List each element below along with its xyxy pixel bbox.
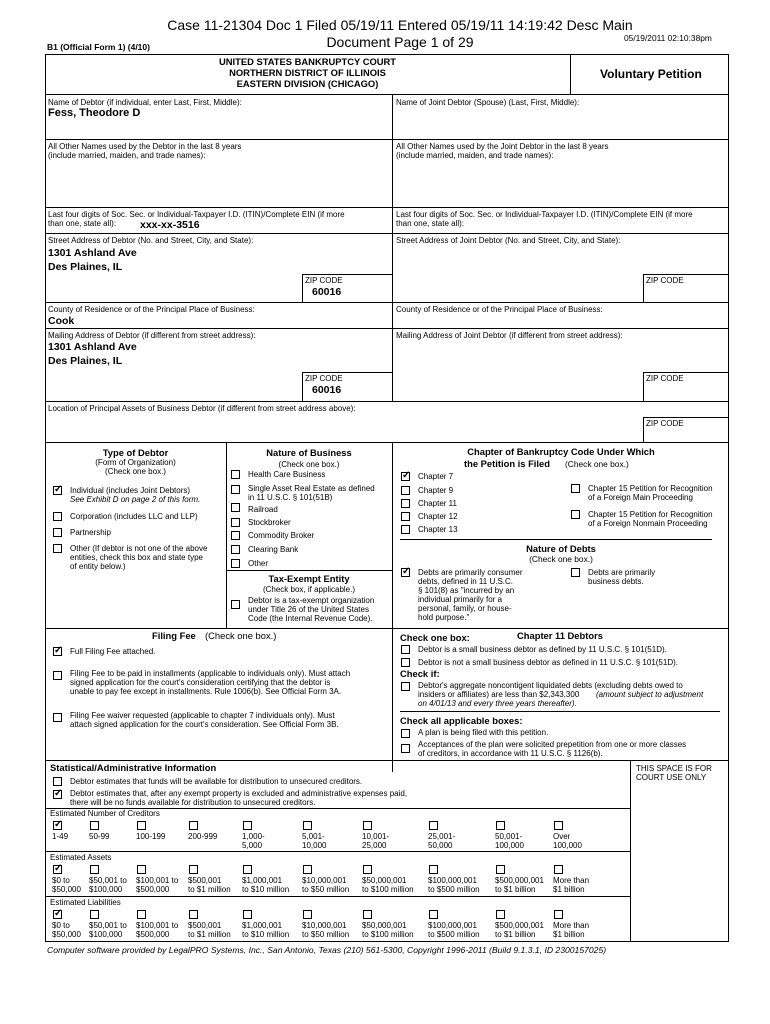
creditors-option-9-label: 100,000 xyxy=(553,841,582,850)
commodity-broker-label: Commodity Broker xyxy=(248,531,315,540)
liabilities-option-0-label: $0 to xyxy=(52,921,70,930)
debtor-mail-zip-label: ZIP CODE xyxy=(305,374,343,383)
liabilities-option-8-label: to $1 billion xyxy=(495,930,536,939)
assets-option-8-label: $500,000,001 xyxy=(495,876,544,885)
chapter-15-main-label: Chapter 15 Petition for Recognition xyxy=(588,484,713,493)
creditors-option-8-checkbox[interactable] xyxy=(496,821,505,830)
tax-exempt-title: Tax-Exempt Entity xyxy=(268,573,350,584)
assets-option-3-label: to $1 million xyxy=(188,885,231,894)
chapter-9-checkbox[interactable] xyxy=(401,486,410,495)
railroad-label: Railroad xyxy=(248,505,278,514)
type-of-debtor-title: Type of Debtor xyxy=(102,447,169,458)
creditors-label: Estimated Number of Creditors xyxy=(50,809,160,818)
other-entity-checkbox[interactable] xyxy=(53,544,62,553)
debtor-mail-label: Mailing Address of Debtor (if different from street address): xyxy=(48,331,256,340)
assets-option-2-label: $500,000 xyxy=(136,885,170,894)
installment-fee-label: Filing Fee to be paid in installments (applicable to individuals only). Must attach xyxy=(70,669,351,678)
chapter-12-checkbox[interactable] xyxy=(401,512,410,521)
creditors-option-4-label: 5,000 xyxy=(242,841,263,850)
business-debts-label: Debts are primarily xyxy=(588,568,656,577)
liabilities-option-3-checkbox[interactable] xyxy=(189,910,198,919)
stockbroker-checkbox[interactable] xyxy=(231,518,240,527)
assets-option-2-checkbox[interactable] xyxy=(137,865,146,874)
creditors-option-7-label: 25,001- xyxy=(428,832,456,841)
chapter-11-label: Chapter 11 xyxy=(418,499,457,508)
type-of-debtor-sub1: (Form of Organization) xyxy=(95,458,176,467)
health-care-checkbox[interactable] xyxy=(231,470,240,479)
stockbroker-label: Stockbroker xyxy=(248,518,291,527)
debtor-mail-street: 1301 Ashland Ave xyxy=(48,341,137,353)
assets-option-1-label: $100,000 xyxy=(89,885,123,894)
creditors-option-1-label: 50-99 xyxy=(89,832,110,841)
chapter-15-nonmain-label: Chapter 15 Petition for Recognition xyxy=(588,510,713,519)
type-of-debtor-sub2: (Check one box.) xyxy=(105,467,166,476)
check-all-applicable: Check all applicable boxes: xyxy=(400,715,523,726)
liabilities-option-5-checkbox[interactable] xyxy=(303,910,312,919)
creditors-option-4-checkbox[interactable] xyxy=(243,821,252,830)
joint-mail-zip-label: ZIP CODE xyxy=(646,374,684,383)
chapter-15-nonmain-label-2: of a Foreign Nonmain Proceeding xyxy=(588,519,708,528)
chapter-12-label: Chapter 12 xyxy=(418,512,458,521)
chapter-title: Chapter of Bankruptcy Code Under Which xyxy=(467,446,655,457)
creditors-option-2-label: 100-199 xyxy=(136,832,166,841)
business-debts-checkbox[interactable] xyxy=(571,568,580,577)
single-asset-label-2: in 11 U.S.C. § 101(51B) xyxy=(248,493,333,502)
liabilities-option-9-label: $1 billion xyxy=(553,930,585,939)
creditors-option-6-label: 25,000 xyxy=(362,841,387,850)
tax-exempt-sub: (Check box, if applicable.) xyxy=(262,585,356,594)
assets-option-7-label: $100,000,001 xyxy=(428,876,477,885)
liabilities-option-3-label: $500,001 xyxy=(188,921,222,930)
creditors-option-2-checkbox[interactable] xyxy=(137,821,146,830)
creditors-option-8-label: 100,000 xyxy=(495,841,524,850)
debtor-ssn-label: Last four digits of Soc. Sec. or Individual-Taxpayer I.D. (ITIN)/Complete EIN (if more xyxy=(48,210,345,219)
partnership-checkbox[interactable] xyxy=(53,528,62,537)
aggregate-debts-checkbox[interactable] xyxy=(401,682,410,691)
railroad-checkbox[interactable] xyxy=(231,503,240,512)
nature-debts-sub: (Check one box.) xyxy=(529,554,593,564)
creditors-option-3-label: 200-999 xyxy=(188,832,218,841)
corporation-label: Corporation (includes LLC and LLP) xyxy=(70,512,198,521)
liabilities-option-6-label: $50,000,001 xyxy=(362,921,407,930)
debtor-other-names-label: All Other Names used by the Debtor in the last 8 years xyxy=(48,142,242,151)
chapter-check-one: (Check one box.) xyxy=(565,459,629,469)
small-business-checkbox[interactable] xyxy=(401,645,410,654)
form-id: B1 (Official Form 1) (4/10) xyxy=(47,42,150,52)
location-zip-label: ZIP CODE xyxy=(646,419,684,428)
consumer-debts-label-3: § 101(8) as "incurred by an xyxy=(418,586,515,595)
aggregate-debts-label-3: on 4/01/13 and every three years thereafter). xyxy=(418,699,577,708)
assets-option-9-checkbox[interactable] xyxy=(554,865,563,874)
assets-option-0-label: $0 to xyxy=(52,876,70,885)
single-asset-checkbox[interactable] xyxy=(231,485,240,494)
acceptances-label: Acceptances of the plan were solicited prepetition from one or more classes xyxy=(418,740,687,749)
assets-option-6-label: $50,000,001 xyxy=(362,876,407,885)
assets-option-7-checkbox[interactable] xyxy=(429,865,438,874)
assets-option-3-label: $500,001 xyxy=(188,876,222,885)
debtor-street-label: Street Address of Debtor (No. and Street, City, and State): xyxy=(48,236,254,245)
individual-checkbox[interactable] xyxy=(53,486,62,495)
assets-option-6-label: to $100 million xyxy=(362,885,414,894)
creditors-option-8-label: 50,001- xyxy=(495,832,523,841)
liabilities-option-7-label: to $500 million xyxy=(428,930,480,939)
debtor-zip: 60016 xyxy=(312,286,342,298)
creditors-option-9-checkbox[interactable] xyxy=(554,821,563,830)
assets-option-1-label: $50,001 to xyxy=(89,876,127,885)
liabilities-option-0-label: $50,000 xyxy=(52,930,81,939)
joint-county-label: County of Residence or of the Principal Place of Business: xyxy=(396,305,603,314)
chapter-13-label: Chapter 13 xyxy=(418,525,458,534)
fee-waiver-label: Filing Fee waiver requested (applicable to chapter 7 individuals only). Must xyxy=(70,711,335,720)
assets-option-2-label: $100,001 to xyxy=(136,876,179,885)
plan-filed-label: A plan is being filed with this petition. xyxy=(418,728,549,737)
assets-option-4-checkbox[interactable] xyxy=(243,865,252,874)
liabilities-option-2-label: $500,000 xyxy=(136,930,170,939)
liabilities-option-2-checkbox[interactable] xyxy=(137,910,146,919)
debtor-street: 1301 Ashland Ave xyxy=(48,247,137,259)
creditors-option-5-label: 5,001- xyxy=(302,832,325,841)
individual-label-2: See Exhibit D on page 2 of this form. xyxy=(70,495,201,504)
consumer-debts-label-2: debts, defined in 11 U.S.C. xyxy=(418,577,514,586)
creditors-option-4-label: 1,000- xyxy=(242,832,265,841)
installment-fee-label-2: signed application for the court's consideration certifying that the debtor is xyxy=(70,678,331,687)
debtor-county: Cook xyxy=(48,315,75,327)
debtor-name: Fess, Theodore D xyxy=(48,107,141,119)
no-funds-label-2: there will be no funds available for distribution to unsecured creditors. xyxy=(70,798,316,807)
individual-label: Individual (includes Joint Debtors) xyxy=(70,486,191,495)
chapter-7-checkbox[interactable] xyxy=(401,472,410,481)
other-entity-label: Other (If debtor is not one of the above xyxy=(70,544,208,553)
joint-mail-label: Mailing Address of Joint Debtor (if different from street address): xyxy=(396,331,623,340)
assets-option-4-label: to $10 million xyxy=(242,885,290,894)
chapter-13-checkbox[interactable] xyxy=(401,525,410,534)
plan-filed-checkbox[interactable] xyxy=(401,729,410,738)
debtor-name-label: Name of Debtor (if individual, enter Last, First, Middle): xyxy=(48,98,242,107)
court-name: UNITED STATES BANKRUPTCY COURT xyxy=(218,56,397,67)
liabilities-option-7-label: $100,000,001 xyxy=(428,921,477,930)
liabilities-option-1-label: $100,000 xyxy=(89,930,123,939)
assets-option-5-label: $10,000,001 xyxy=(302,876,347,885)
debtor-other-names-label-2: (include married, maiden, and trade names): xyxy=(48,151,206,160)
debtor-county-label: County of Residence or of the Principal Place of Business: xyxy=(48,305,255,314)
chapter-11-debtors-title: Chapter 11 Debtors xyxy=(517,630,603,641)
other-entity-label-2: entities, check this box and state type xyxy=(70,553,203,562)
other-business-label: Other xyxy=(248,559,269,568)
single-asset-label: Single Asset Real Estate as defined xyxy=(248,484,375,493)
nature-business-title: Nature of Business xyxy=(266,447,352,458)
corporation-checkbox[interactable] xyxy=(53,512,62,521)
joint-name-label: Name of Joint Debtor (Spouse) (Last, First, Middle): xyxy=(396,98,580,107)
creditors-option-6-checkbox[interactable] xyxy=(363,821,372,830)
chapter-15-main-label-2: of a Foreign Main Proceeding xyxy=(588,493,693,502)
full-fee-checkbox[interactable] xyxy=(53,647,62,656)
not-small-business-label: Debtor is not a small business debtor as defined in 11 U.S.C. § 101(51D). xyxy=(418,658,678,667)
liabilities-option-6-label: to $100 million xyxy=(362,930,414,939)
tax-exempt-label-3: Code (the Internal Revenue Code). xyxy=(248,614,373,623)
assets-option-8-checkbox[interactable] xyxy=(496,865,505,874)
joint-other-names-label-2: (include married, maiden, and trade names): xyxy=(396,151,554,160)
full-fee-label: Full Filing Fee attached. xyxy=(70,647,156,656)
check-if: Check if: xyxy=(400,668,440,679)
filing-fee-check-one: (Check one box.) xyxy=(205,630,277,641)
creditors-option-0-label: 1-49 xyxy=(52,832,69,841)
assets-label: Estimated Assets xyxy=(50,853,112,862)
liabilities-option-8-checkbox[interactable] xyxy=(496,910,505,919)
liabilities-option-0-checkbox[interactable] xyxy=(53,910,62,919)
chapter-15-main-checkbox[interactable] xyxy=(571,484,580,493)
acceptances-label-2: of creditors, in accordance with 11 U.S.C. § 1126(b). xyxy=(418,749,603,758)
court-division: EASTERN DIVISION (CHICAGO) xyxy=(236,78,379,89)
debtor-zip-label: ZIP CODE xyxy=(305,276,343,285)
partnership-label: Partnership xyxy=(70,528,111,537)
assets-option-9-label: $1 billion xyxy=(553,885,585,894)
assets-option-4-label: $1,000,001 xyxy=(242,876,283,885)
health-care-label: Health Care Business xyxy=(248,470,326,479)
creditors-option-3-checkbox[interactable] xyxy=(189,821,198,830)
consumer-debts-checkbox[interactable] xyxy=(401,568,410,577)
assets-option-5-checkbox[interactable] xyxy=(303,865,312,874)
assets-option-5-label: to $50 million xyxy=(302,885,350,894)
aggregate-debts-label-2: insiders or affiliates) are less than $2,343,300 xyxy=(418,690,580,699)
liabilities-option-1-checkbox[interactable] xyxy=(90,910,99,919)
court-use-only: THIS SPACE IS FOR xyxy=(636,764,712,773)
joint-street-label: Street Address of Joint Debtor (No. and Street, City, and State): xyxy=(396,236,621,245)
aggregate-debts-label: Debtor's aggregate noncontigent liquidated debts (excluding debts owed to xyxy=(418,681,683,690)
assets-option-1-checkbox[interactable] xyxy=(90,865,99,874)
creditors-option-5-label: 10,000 xyxy=(302,841,327,850)
assets-option-0-label: $50,000 xyxy=(52,885,81,894)
joint-ssn-label: Last four digits of Soc. Sec. or Individual-Taxpayer I.D. (ITIN)/Complete EIN (if more xyxy=(396,210,693,219)
consumer-debts-label-6: hold purpose." xyxy=(418,613,470,622)
chapter-7-label: Chapter 7 xyxy=(418,472,454,481)
debtor-ssn-label-2: than one, state all): xyxy=(48,219,117,228)
statistical-title: Statistical/Administrative Information xyxy=(50,762,217,773)
assets-option-9-label: More than xyxy=(553,876,590,885)
tax-exempt-checkbox[interactable] xyxy=(231,600,240,609)
not-small-business-checkbox[interactable] xyxy=(401,658,410,667)
creditors-option-7-checkbox[interactable] xyxy=(429,821,438,830)
creditors-option-6-label: 10,001- xyxy=(362,832,390,841)
consumer-debts-label-5: personal, family, or house- xyxy=(418,604,512,613)
installment-fee-label-3: unable to pay fee except in installments. Rule 1006(b). See Official Form 3A. xyxy=(70,687,342,696)
nature-debts-title: Nature of Debts xyxy=(526,543,596,554)
liabilities-option-5-label: $10,000,001 xyxy=(302,921,347,930)
fee-waiver-label-2: attach signed application for the court's consideration. See Official Form 3B. xyxy=(70,720,339,729)
nature-business-sub: (Check one box.) xyxy=(278,460,340,469)
court-district: NORTHERN DISTRICT OF ILLINOIS xyxy=(229,67,386,78)
acceptances-checkbox[interactable] xyxy=(401,744,410,753)
liabilities-label: Estimated Liabilities xyxy=(50,898,121,907)
tax-exempt-label-2: under Title 26 of the United States xyxy=(248,605,369,614)
liabilities-option-9-label: More than xyxy=(553,921,590,930)
funds-available-label: Debtor estimates that funds will be available for distribution to unsecured creditors. xyxy=(70,777,363,786)
assets-option-3-checkbox[interactable] xyxy=(189,865,198,874)
assets-option-8-label: to $1 billion xyxy=(495,885,536,894)
liabilities-option-7-checkbox[interactable] xyxy=(429,910,438,919)
joint-zip-label: ZIP CODE xyxy=(646,276,684,285)
liabilities-option-5-label: to $50 million xyxy=(302,930,350,939)
liabilities-option-4-label: $1,000,001 xyxy=(242,921,283,930)
court-use-only-2: COURT USE ONLY xyxy=(636,773,707,782)
liabilities-option-8-label: $500,000,001 xyxy=(495,921,544,930)
assets-option-6-checkbox[interactable] xyxy=(363,865,372,874)
creditors-option-5-checkbox[interactable] xyxy=(303,821,312,830)
debtor-ssn: xxx-xx-3516 xyxy=(140,219,200,231)
liabilities-option-4-label: to $10 million xyxy=(242,930,290,939)
petition-title: Voluntary Petition xyxy=(600,67,702,81)
fee-waiver-checkbox[interactable] xyxy=(53,713,62,722)
filing-fee-title: Filing Fee xyxy=(152,630,196,641)
liabilities-option-2-label: $100,001 to xyxy=(136,921,179,930)
installment-fee-checkbox[interactable] xyxy=(53,671,62,680)
liabilities-option-4-checkbox[interactable] xyxy=(243,910,252,919)
funds-available-checkbox[interactable] xyxy=(53,777,62,786)
chapter-title-2: the Petition is Filed xyxy=(464,458,550,469)
clearing-bank-label: Clearing Bank xyxy=(248,545,299,554)
aggregate-debts-note: (amount subject to adjustment xyxy=(596,690,704,699)
location-label: Location of Principal Assets of Business Debtor (if different from street address above): xyxy=(48,404,356,413)
liabilities-option-6-checkbox[interactable] xyxy=(363,910,372,919)
chapter-15-nonmain-checkbox[interactable] xyxy=(571,510,580,519)
document-page: Document Page 1 of 29 xyxy=(326,34,474,50)
clearing-bank-checkbox[interactable] xyxy=(231,545,240,554)
joint-other-names-label: All Other Names used by the Joint Debtor in the last 8 years xyxy=(396,142,609,151)
check-one-box: Check one box: xyxy=(400,632,470,643)
software-footer: Computer software provided by LegalPRO Systems, Inc., San Antonio, Texas (210) 561-5300, Copyright 1996-2011 (Build 9.1.3.1, ID 2300157025) xyxy=(47,945,607,955)
assets-option-0-checkbox[interactable] xyxy=(53,865,62,874)
joint-ssn-label-2: than one, state all): xyxy=(396,219,465,228)
commodity-broker-checkbox[interactable] xyxy=(231,531,240,540)
debtor-mail-zip: 60016 xyxy=(312,384,342,396)
other-entity-label-3: of entity below.) xyxy=(70,562,126,571)
chapter-9-label: Chapter 9 xyxy=(418,486,454,495)
creditors-option-7-label: 50,000 xyxy=(428,841,453,850)
timestamp: 05/19/2011 02:10:38pm xyxy=(624,33,712,43)
liabilities-option-9-checkbox[interactable] xyxy=(554,910,563,919)
small-business-label: Debtor is a small business debtor as defined by 11 U.S.C. § 101(51D). xyxy=(418,645,667,654)
tax-exempt-label: Debtor is a tax-exempt organization xyxy=(248,596,375,605)
chapter-11-checkbox[interactable] xyxy=(401,499,410,508)
no-funds-checkbox[interactable] xyxy=(53,790,62,799)
consumer-debts-label-4: individual primarily for a xyxy=(418,595,503,604)
creditors-option-0-checkbox[interactable] xyxy=(53,821,62,830)
other-business-checkbox[interactable] xyxy=(231,559,240,568)
assets-option-7-label: to $500 million xyxy=(428,885,480,894)
business-debts-label-2: business debts. xyxy=(588,577,644,586)
debtor-city: Des Plaines, IL xyxy=(48,261,123,273)
liabilities-option-3-label: to $1 million xyxy=(188,930,231,939)
creditors-option-1-checkbox[interactable] xyxy=(90,821,99,830)
debtor-mail-city: Des Plaines, IL xyxy=(48,355,123,367)
liabilities-option-1-label: $50,001 to xyxy=(89,921,127,930)
consumer-debts-label: Debts are primarily consumer xyxy=(418,568,523,577)
no-funds-label: Debtor estimates that, after any exempt property is excluded and administrative expenses paid, xyxy=(70,789,408,798)
creditors-option-9-label: Over xyxy=(553,832,571,841)
case-header: Case 11-21304 Doc 1 Filed 05/19/11 Entered 05/19/11 14:19:42 Desc Main xyxy=(167,17,633,33)
